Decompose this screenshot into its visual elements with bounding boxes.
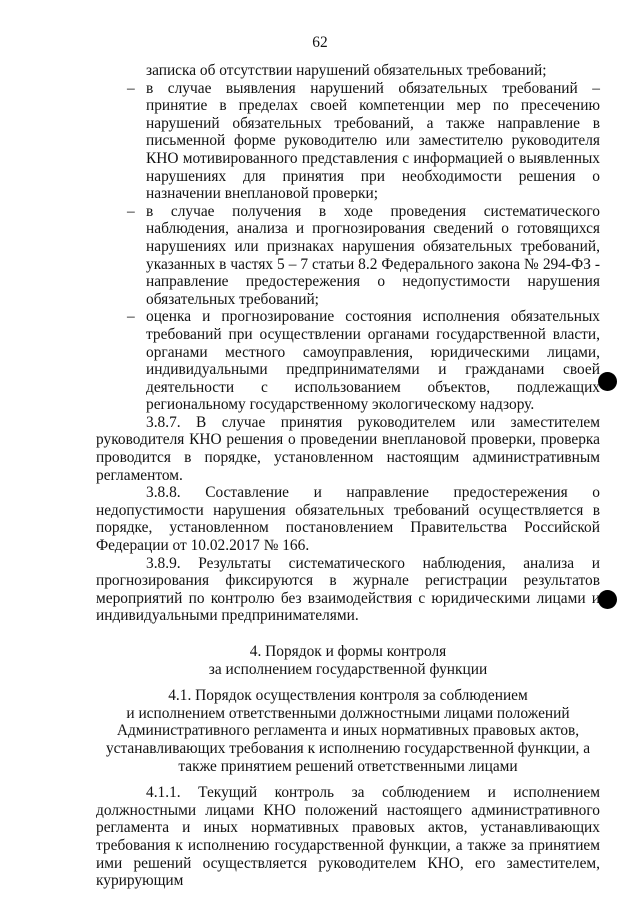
document-body [96, 62, 600, 890]
subsection-title-line: и исполнением ответственными должностными лицами положений [126, 704, 570, 722]
section-title-line: за исполнением государственной функции [208, 660, 488, 678]
list-item: – в случае выявления нарушений обязательных требований – принятие в пределах своей компетенции мер по пресечению нарушений обязательных требований, а также направление в письменной форме руководителю или заместителю руководителя КНО мотивированного представления с информацией о выявленных нарушениях для принятия при необходимости решения о назначении внеплановой проверки; [96, 80, 600, 203]
punch-hole-mark [598, 590, 617, 609]
punch-hole-mark [598, 372, 617, 391]
bullet-list [96, 80, 600, 414]
paragraph-4-1-1: 4.1.1. Текущий контроль за соблюдением и исполнением должностными лицами КНО положений настоящего административного регламента и иных нормативных правовых актов, устанавливающих требования к исполнению государственной функции, а также за принятием ими решений осуществляется руководителем КНО, его заместителем, курирующим [96, 784, 600, 890]
subsection-heading [96, 687, 600, 775]
subsection-title-line: Административного регламента и иных нормативных правовых актов, [116, 722, 580, 740]
page-number: 62 [312, 34, 328, 51]
paragraph-3-8-9: 3.8.9. Результаты систематического наблюдения, анализа и прогнозирования фиксируются в журнале регистрации результатов мероприятий по контролю без взаимодействия с юридическими лицами и индивидуальными предпринимателями. [96, 554, 600, 625]
subsection-title-line: устанавливающих требования к исполнению государственной функции, а [105, 739, 591, 757]
paragraph-3-8-8: 3.8.8. Составление и направление предостережения о недопустимости нарушения обязательных требований осуществляется в порядке, установленном постановлением Правительства Российской Федерации от 10.02.2017 № 166. [96, 484, 600, 555]
section-heading [96, 643, 600, 678]
section-title-line: 4. Порядок и формы контроля [249, 643, 447, 660]
continuation-text: записка об отсутствии нарушений обязательных требований; [146, 62, 547, 79]
subsection-title-line: 4.1. Порядок осуществления контроля за соблюдением [168, 687, 528, 705]
paragraph-3-8-7: 3.8.7. В случае принятия руководителем или заместителем руководителя КНО решения о проведении внеплановой проверки, проверка проводится в порядке, установленном настоящим административным регламентом. [96, 413, 600, 484]
list-item: – оценка и прогнозирование состояния исполнения обязательных требований при осуществлении органами государственной власти, органами местного самоуправления, юридическими лицами, индивидуальными предпринимателями и гражданами своей деятельности с использованием объектов, подлежащих региональному государственному экологическому надзору. [96, 308, 600, 414]
subsection-title-line: также принятием решений ответственными лицами [178, 757, 518, 775]
list-item: – в случае получения в ходе проведения систематического наблюдения, анализа и прогнозирования сведений о готовящихся нарушениях или признаках нарушения обязательных требований, указанных в частях 5 – 7 статьи 8.2 Федерального закона № 294-ФЗ - направление предостережения о недопустимости нарушения обязательных требований; [96, 203, 600, 309]
